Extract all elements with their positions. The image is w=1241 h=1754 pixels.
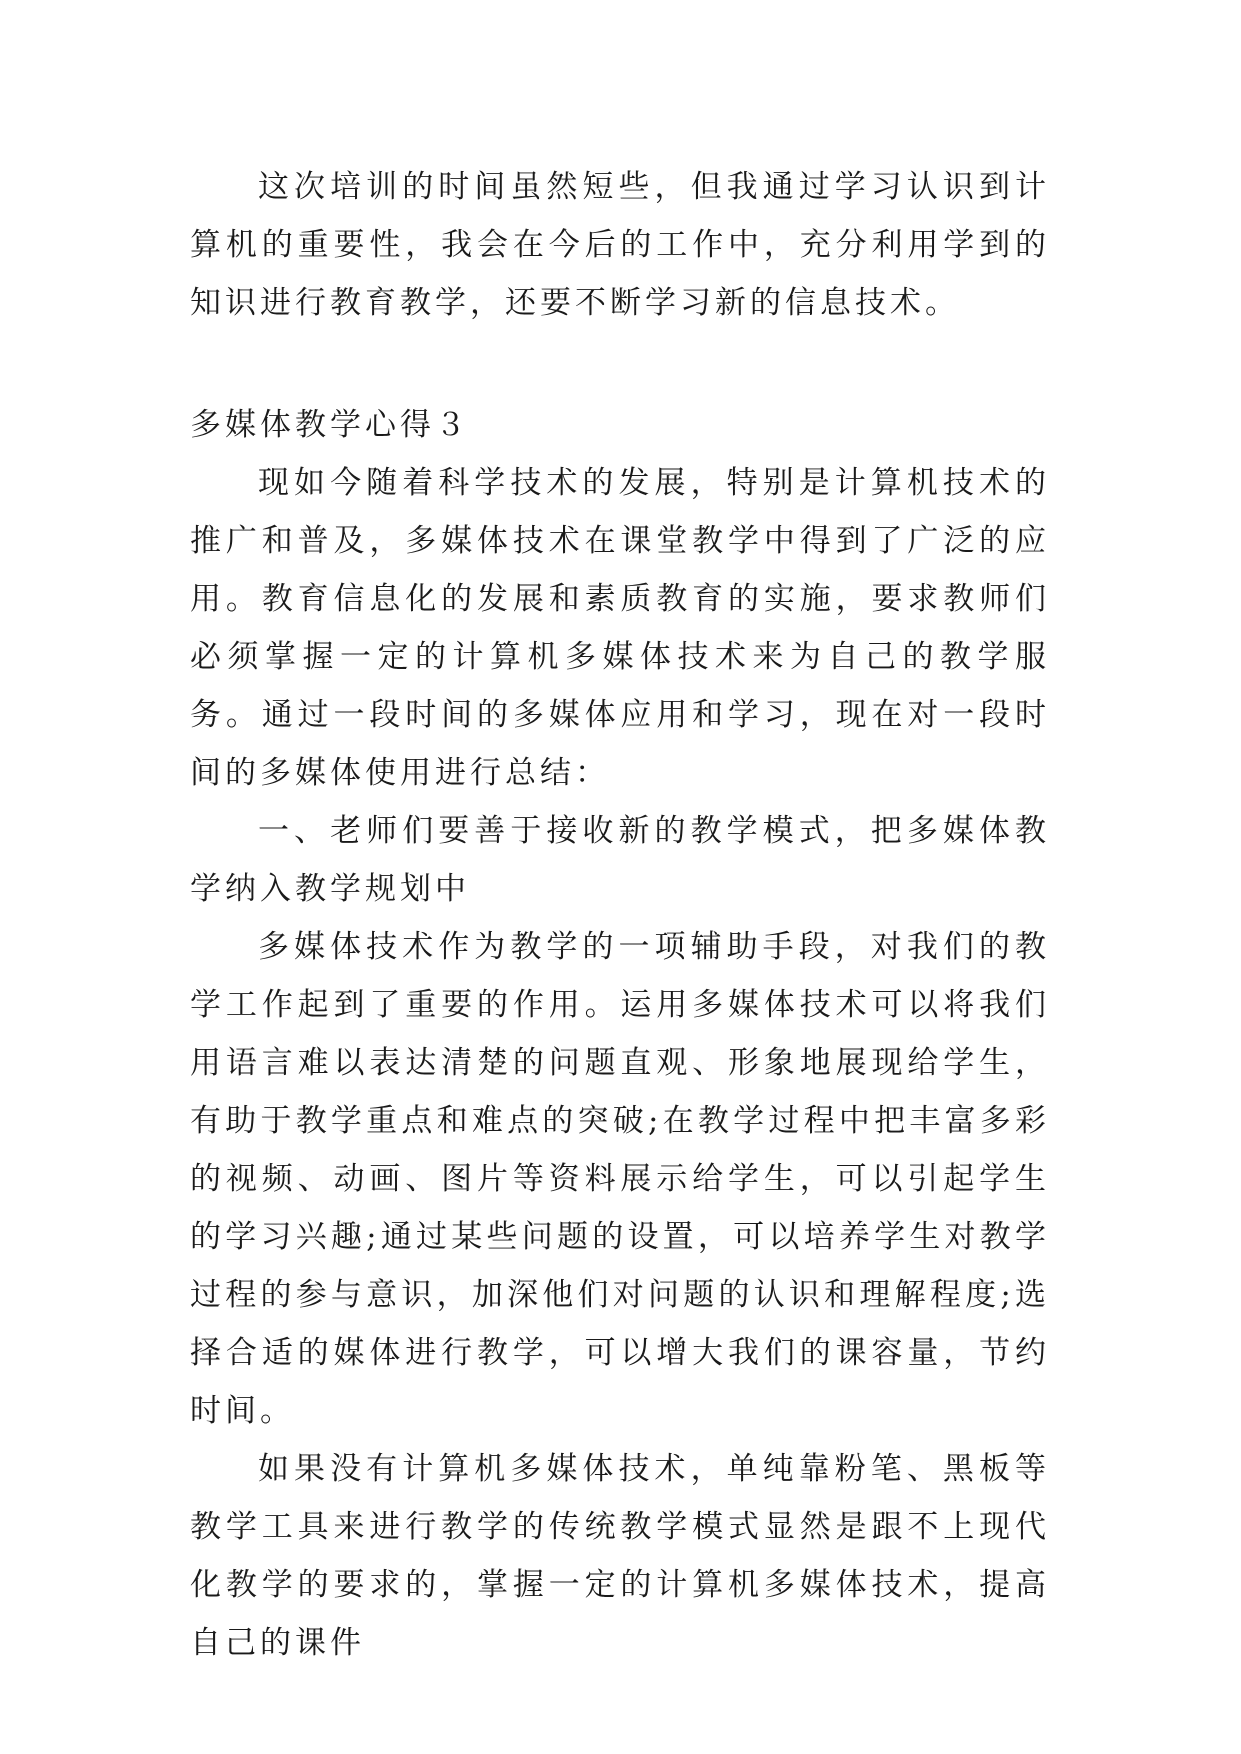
section-title: 多媒体教学心得３	[190, 407, 470, 443]
paragraph-traditional-teaching: 如果没有计算机多媒体技术，单纯靠粉笔、黑板等教学工具来进行教学的传统教学模式显然是跟不上现代化教学的要求的，掌握一定的计算机多媒体技术，提高自己的课件	[190, 1451, 1050, 1661]
paragraph-intro: 现如今随着科学技术的发展，特别是计算机技术的推广和普及，多媒体技术在课堂教学中得到了广泛的应用。教育信息化的发展和素质教育的实施，要求教师们必须掌握一定的计算机多媒体技术来为自己的教学服务。通过一段时间的多媒体应用和学习，现在对一段时间的多媒体使用进行总结：	[190, 465, 1050, 791]
paragraph-multimedia-role: 多媒体技术作为教学的一项辅助手段，对我们的教学工作起到了重要的作用。运用多媒体技术可以将我们用语言难以表达清楚的问题直观、形象地展现给学生，有助于教学重点和难点的突破;在教学过程中把丰富多彩的视频、动画、图片等资料展示给学生，可以引起学生的学习兴趣;通过某些问题的设置，可以培养学生对教学过程的参与意识，加深他们对问题的认识和理解程度;选择合适的媒体进行教学，可以增大我们的课容量，节约时间。	[190, 929, 1050, 1429]
paragraph-training-summary: 这次培训的时间虽然短些，但我通过学习认识到计算机的重要性，我会在今后的工作中，充分利用学到的知识进行教育教学，还要不断学习新的信息技术。	[190, 169, 1050, 321]
paragraph-heading-one: 一、老师们要善于接收新的教学模式，把多媒体教学纳入教学规划中	[190, 813, 1050, 907]
document-body	[190, 158, 1050, 1672]
